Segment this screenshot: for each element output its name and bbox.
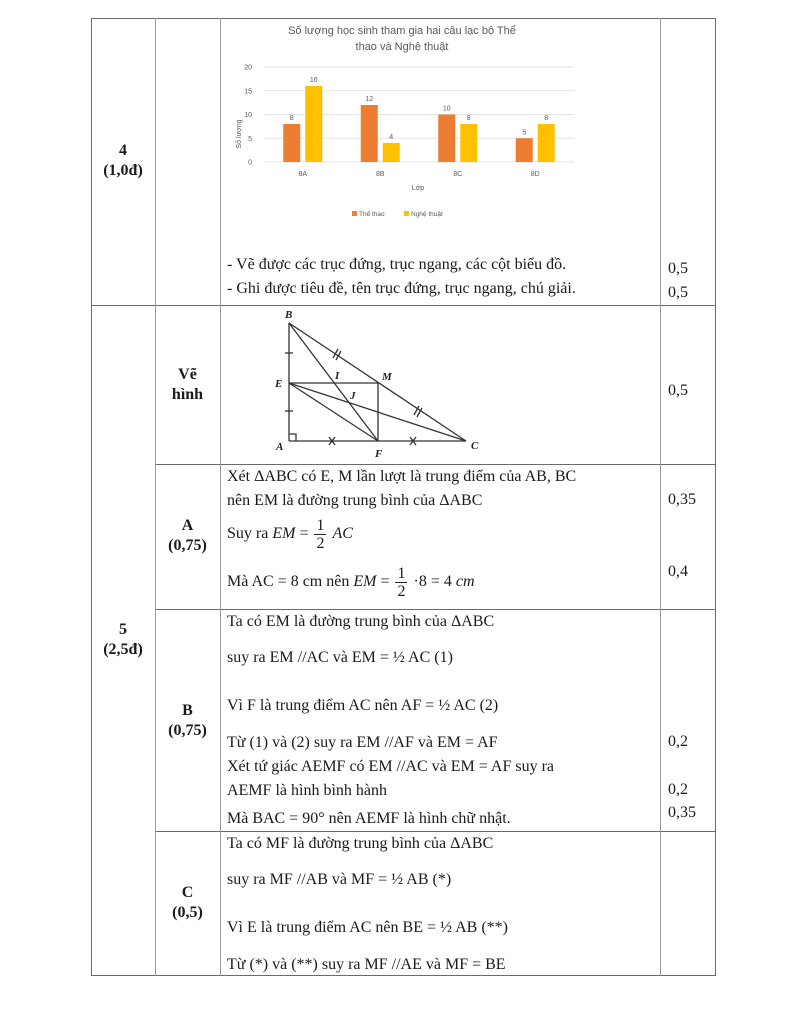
draw-figure-label (155, 365, 220, 405)
math: EM (272, 525, 296, 543)
x-tick-label: 8D (530, 171, 540, 178)
part-b-line-5: Xét tứ giác AEMF có EM //AC và EM = AF suy ra (227, 758, 555, 775)
geometry-figure (260, 305, 500, 463)
math: = (299, 525, 309, 543)
y-tick-label: 5 (248, 135, 252, 143)
point-c-label: C (471, 440, 479, 452)
part-label: C (181, 884, 194, 901)
part-a-line-2: nên EM là đường trung bình của ΔABC (227, 492, 483, 509)
part-a-line-3 (227, 517, 353, 552)
part-b-line-2: suy ra EM //AC và EM = ½ AC (1) (227, 649, 453, 666)
bar-8A-1 (305, 86, 322, 162)
question-points: (2,5đ) (103, 641, 143, 658)
part-points: (0,75) (168, 537, 207, 554)
denominator: 2 (316, 535, 325, 552)
point-b-label: B (285, 309, 293, 321)
part-a-line-1 (227, 467, 576, 487)
data-label: 10 (442, 105, 451, 113)
y-tick-label: 15 (244, 88, 252, 96)
question-4-label (91, 141, 155, 181)
score-part-b-3: 0,35 (668, 804, 696, 821)
math: cm (455, 573, 475, 591)
chart-title-line-2: thao và Nghệ thuật (355, 41, 449, 53)
part-b-line-6: AEMF là hình bình hành (227, 782, 387, 799)
text: Suy ra (227, 525, 269, 543)
x-tick-label: 8C (453, 171, 463, 178)
score-part-b-1: 0,2 (668, 733, 688, 750)
part-label: A (181, 517, 194, 534)
score-criteria-2: 0,5 (668, 284, 688, 301)
data-label: 8 (289, 115, 294, 122)
segment-bf (289, 323, 378, 441)
bar-8C-0 (438, 115, 455, 163)
col-divider-1 (155, 18, 156, 976)
point-j-label: J (350, 390, 356, 402)
bar-8D-1 (538, 124, 555, 162)
y-tick-label: 0 (248, 159, 252, 167)
legend-label: Nghệ thuật (411, 211, 443, 218)
part-a-line-4 (227, 565, 475, 600)
part-b-line-1: Ta có EM là đường trung bình của ΔABC (227, 613, 495, 630)
bar-8B-1 (383, 143, 400, 162)
score-part-b-2: 0,2 (668, 781, 688, 798)
draw-label-line-2: hình (171, 386, 204, 403)
segment-ef (289, 383, 378, 441)
score-part-a-1: 0,35 (668, 491, 696, 508)
numerator: 1 (397, 565, 406, 582)
question-number: 5 (119, 621, 127, 638)
part-c-line-4: Từ (*) và (**) suy ra MF //AE và MF = BE (227, 956, 506, 973)
text: Mà AC = 8 cm nên (227, 573, 350, 591)
fraction-half (395, 565, 407, 600)
y-tick-label: 10 (244, 112, 252, 119)
question-points: (1,0đ) (103, 162, 143, 179)
part-a-label (155, 516, 220, 556)
data-label: 8 (466, 115, 471, 122)
part-c-line-3: Vì E là trung điểm AC nên BE = ½ AB (**) (227, 919, 508, 936)
part-b-line-7: Mà BAC = 90° nên AEMF là hình chữ nhật. (227, 810, 511, 827)
bar-8C-1 (460, 124, 477, 162)
data-label: 16 (309, 77, 318, 84)
bar-8A-0 (283, 124, 300, 162)
x-axis-label: Lớp (411, 185, 425, 192)
criteria-1: - Vẽ được các trục đứng, trục ngang, các cột biểu đồ. (227, 256, 567, 273)
math: AC (332, 525, 353, 543)
x-tick-label: 8B (375, 171, 385, 178)
fraction-half (314, 517, 326, 552)
table-border-right (715, 18, 716, 976)
bar-chart (222, 17, 602, 225)
col-divider-2 (220, 18, 221, 976)
row-divider-draw-a (155, 464, 716, 465)
point-i-label: I (335, 370, 340, 382)
part-b-line-3: Vì F là trung điểm AC nên AF = ½ AC (2) (227, 697, 499, 714)
score-part-a-2: 0,4 (668, 563, 688, 580)
part-c-line-1: Ta có MF là đường trung bình của ΔABC (227, 835, 494, 852)
score-draw: 0,5 (668, 382, 688, 399)
y-tick-label: 20 (244, 64, 252, 72)
data-label: 4 (389, 134, 394, 141)
point-m-label: M (382, 371, 392, 383)
x-tick-label: 8A (298, 171, 308, 178)
denominator: 2 (397, 583, 406, 600)
row-divider-a-b (155, 609, 716, 610)
table-border-bottom (91, 975, 716, 976)
math: ·8 = 4 (413, 573, 452, 591)
right-angle-mark (289, 434, 296, 441)
part-c-line-2: suy ra MF //AB và MF = ½ AB (*) (227, 871, 452, 888)
part-points: (0,5) (172, 904, 203, 921)
bar-8D-0 (516, 138, 533, 162)
part-b-line-4: Từ (1) và (2) suy ra EM //AF và EM = AF (227, 734, 498, 751)
data-label: 12 (365, 96, 374, 103)
legend-swatch (404, 211, 409, 216)
text: Xét ΔABC có E, M lần lượt là trung điểm của AB, BC (227, 468, 577, 485)
y-axis-label: Số lượng (236, 119, 243, 149)
math: = (380, 573, 390, 591)
part-label: B (182, 702, 193, 719)
point-e-label: E (275, 378, 283, 390)
point-f-label: F (375, 448, 383, 460)
draw-label-line-1: Vẽ (178, 366, 197, 383)
part-points: (0,75) (168, 722, 207, 739)
col-divider-3 (660, 18, 661, 976)
row-divider-b-c (155, 831, 716, 832)
legend-label: Thể thao (359, 211, 385, 218)
numerator: 1 (316, 517, 325, 534)
part-c-label (155, 883, 220, 923)
part-b-label (155, 701, 220, 741)
question-number: 4 (119, 142, 127, 159)
score-criteria-1: 0,5 (668, 260, 688, 277)
data-label: 8 (544, 115, 549, 122)
math: EM (353, 573, 377, 591)
chart-title-line-1: Số lượng học sinh tham gia hai câu lạc bộ Thể (288, 25, 516, 37)
point-a-label: A (276, 441, 284, 453)
data-label: 5 (522, 129, 527, 137)
legend-swatch (352, 211, 357, 216)
criteria-2: - Ghi được tiêu đề, tên trục đứng, trục ngang, chú giải. (227, 280, 576, 297)
bar-8B-0 (361, 105, 378, 162)
question-5-label (91, 620, 155, 660)
